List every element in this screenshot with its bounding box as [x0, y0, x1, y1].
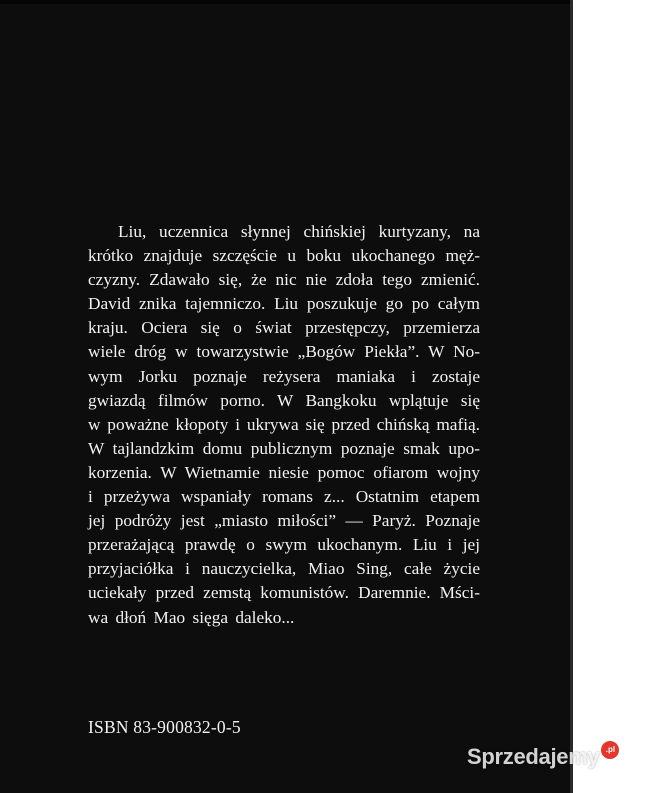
blurb-line: korzenia. W Wietnamie niesie pomoc ofiarom wojny [88, 462, 480, 482]
blurb-text [88, 220, 480, 630]
blurb-line: gwiazdą filmów porno. W Bangkoku wplątuje się [88, 390, 480, 410]
blurb-line: w poważne kłopoty i ukrywa się przed chińską mafią. [88, 414, 480, 434]
blurb-line: czyzny. Zdawało się, że nic nie zdoła tego zmienić. [88, 270, 480, 290]
cover-right-edge [570, 0, 573, 793]
blurb-line: i przeżywa wspaniały romans z... Ostatnim etapem [88, 487, 480, 507]
isbn-number: ISBN 83-900832-0-5 [88, 717, 241, 737]
blurb-line: jej podróży jest „miasto miłości” — Paryż. Poznaje [88, 511, 480, 531]
blurb-line: kraju. Ociera się o świat przestępczy, przemierza [88, 318, 480, 338]
cover-top-edge [0, 0, 572, 4]
blurb-line: przerażającą prawdę o swym ukochanym. Liu i jej [88, 535, 480, 555]
blurb-line: David znika tajemniczo. Liu poszukuje go po całym [88, 294, 480, 314]
blurb-line: wiele dróg w towarzystwie „Bogów Piekła”. W No- [88, 342, 480, 362]
blurb-line: krótko znajduje szczęście u boku ukochanego męż- [88, 246, 480, 266]
watermark-badge-icon: .pl [601, 741, 619, 759]
blurb-line: W tajlandzkim domu publicznym poznaje smak upo- [88, 438, 480, 458]
blurb-line: Liu, uczennica słynnej chińskiej kurtyzany, na [118, 222, 480, 241]
blurb-line: wym Jorku poznaje reżysera maniaka i zostaje [88, 366, 480, 386]
blurb-line: uciekały przed zemstą komunistów. Daremnie. Mści- [88, 583, 480, 603]
sprzedajemy-watermark-logo [467, 742, 619, 772]
blurb-line: wa dłoń Mao sięga daleko... [88, 607, 295, 627]
watermark-text: Sprzedajemy [467, 744, 600, 769]
blurb-line: przyjaciółka i nauczycielka, Miao Sing, całe życie [88, 559, 480, 579]
